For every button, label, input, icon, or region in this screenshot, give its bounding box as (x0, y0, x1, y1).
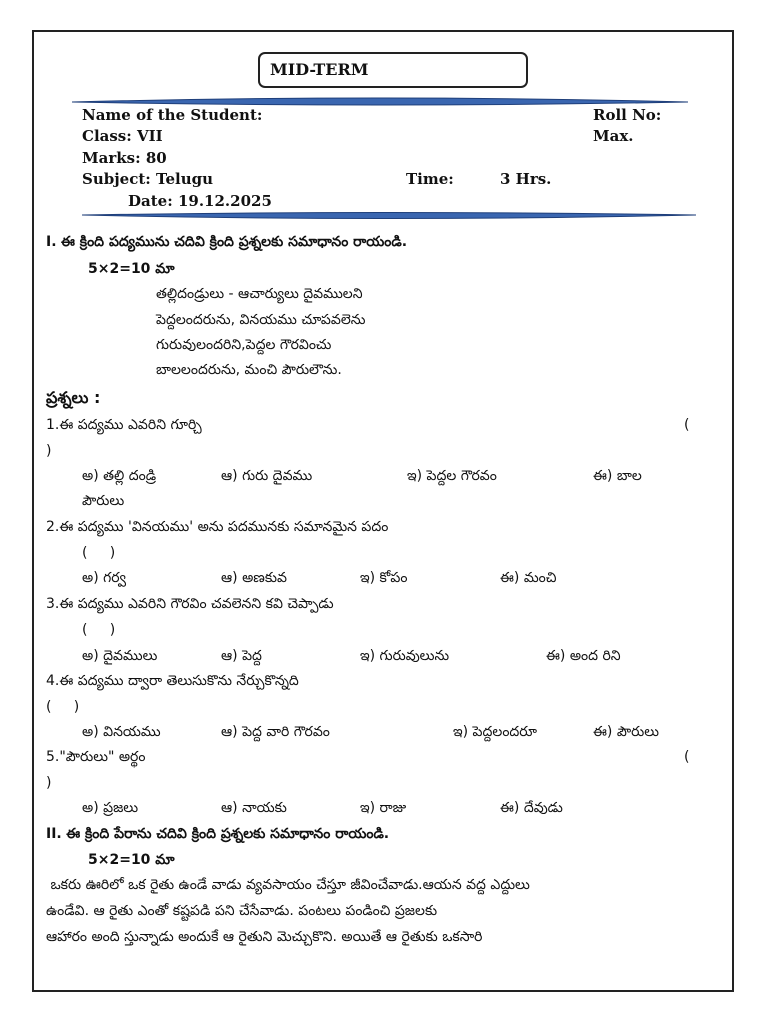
option-a: అ) ప్రజలు (82, 800, 139, 816)
questions-label: ప్రశ్నలు : (46, 388, 101, 407)
paragraph-line: ఆహారం అంది స్తున్నాడు అందుకే ఆ రైతుని మెచ్చుకొని. అయితే ఆ రైతుకు ఒకసారి (46, 929, 483, 945)
option-c: ఇ) గురువులును (360, 648, 450, 664)
poem-line: పెద్దలందరును, వినయము చూపవలెను (156, 312, 366, 328)
paragraph-line: ఒకరు ఊరిలో ఒక రైతు ఉండే వాడు వ్యవసాయం చేస్తూ జీవించేవాడు.ఆయన వద్ద ఎద్దులు (46, 877, 530, 893)
answer-bracket-open: ( (684, 749, 690, 765)
student-name-label: Name of the Student: (82, 106, 263, 124)
question-5: 5."పౌరులు" అర్థం (46, 749, 146, 765)
option-d: ఈ) మంచి (500, 570, 557, 586)
option-c: ఇ) పెద్దల గౌరవం (407, 468, 497, 484)
option-a: అ) వినయము (82, 724, 161, 740)
max-label: Max. (593, 127, 634, 145)
section2-number: II. (46, 826, 62, 842)
section2-heading-text: ఈ క్రింది పేరాను చదివి క్రింది ప్రశ్నలకు సమాధానం రాయండి. (66, 826, 390, 842)
option-d: ఈ) పౌరులు (593, 724, 659, 740)
option-c: ఇ) కోపం (360, 570, 408, 586)
option-b: ఆ) గురు దైవము (221, 468, 313, 484)
exam-title: MID-TERM (270, 60, 369, 79)
option-a: అ) గర్వ (82, 570, 126, 586)
section2-heading (46, 826, 389, 845)
poem-line: గురువులందరిని,పెద్దల గౌరవించు (156, 337, 332, 353)
section1-marks: 5×2=10 మా (88, 261, 175, 277)
question-1: 1.ఈ పద్యము ఎవరిని గూర్చి (46, 417, 202, 433)
option-d: ఈ) అంద రిని (546, 648, 621, 664)
question-4: 4.ఈ పద్యము ద్వారా తెలుసుకొను నేర్చుకొన్నది (46, 673, 299, 689)
section1-number: I. (46, 234, 57, 250)
section1-heading-text: ఈ క్రింది పద్యమును చదివి క్రింది ప్రశ్నలకు సమాధానం రాయండి. (60, 234, 408, 250)
answer-bracket: ( ) (82, 545, 116, 561)
marks-label: Marks: 80 (82, 149, 167, 167)
option-d: ఈ) బాల (593, 468, 642, 484)
answer-bracket-close: ) (46, 443, 52, 459)
option-b: ఆ) పెద్ద వారి గౌరవం (221, 724, 330, 740)
time-label: Time: (406, 170, 454, 188)
answer-bracket: ( ) (82, 622, 116, 638)
option-c: ఇ) రాజు (360, 800, 407, 816)
option-d-continued: పౌరులు (82, 493, 125, 509)
question-2: 2.ఈ పద్యము 'వినయము' అను పదమునకు సమానమైన పదం (46, 519, 389, 535)
header-top-rule (70, 96, 690, 106)
paragraph-line: ఉండేవి. ఆ రైతు ఎంతో కష్టపడి పని చేసేవాడు. పంటలు పండించి ప్రజలకు (46, 903, 438, 919)
option-a: అ) దైవములు (82, 648, 158, 664)
time-value: 3 Hrs. (500, 170, 552, 188)
class-label: Class: VII (82, 127, 163, 145)
option-b: ఆ) నాయకు (221, 800, 287, 816)
option-a: అ) తల్లి దండ్రి (82, 468, 157, 484)
section2-marks: 5×2=10 మా (88, 852, 175, 868)
question-3: 3.ఈ పద్యము ఎవరిని గౌరవిం చవలెనని కవి చెప్పాడు (46, 596, 334, 612)
option-c: ఇ) పెద్దలందరూ (453, 724, 537, 740)
header-bottom-rule (80, 211, 698, 221)
section1-heading (46, 234, 407, 253)
subject-label: Subject: Telugu (82, 170, 214, 188)
option-b: ఆ) పెద్ద (221, 648, 262, 664)
answer-bracket-close: ) (46, 775, 52, 791)
answer-bracket: ( ) (46, 699, 80, 715)
title-box (258, 52, 528, 88)
poem-line: బాలలందరును, మంచి పౌరులౌను. (156, 362, 342, 378)
poem-line: తల్లిదండ్రులు - ఆచార్యులు దైవములని (156, 286, 363, 302)
date-label: Date: 19.12.2025 (128, 192, 272, 210)
roll-no-label: Roll No: (593, 106, 662, 124)
option-b: ఆ) అణకువ (221, 570, 287, 586)
option-d: ఈ) దేవుడు (500, 800, 563, 816)
answer-bracket-open: ( (684, 417, 690, 433)
